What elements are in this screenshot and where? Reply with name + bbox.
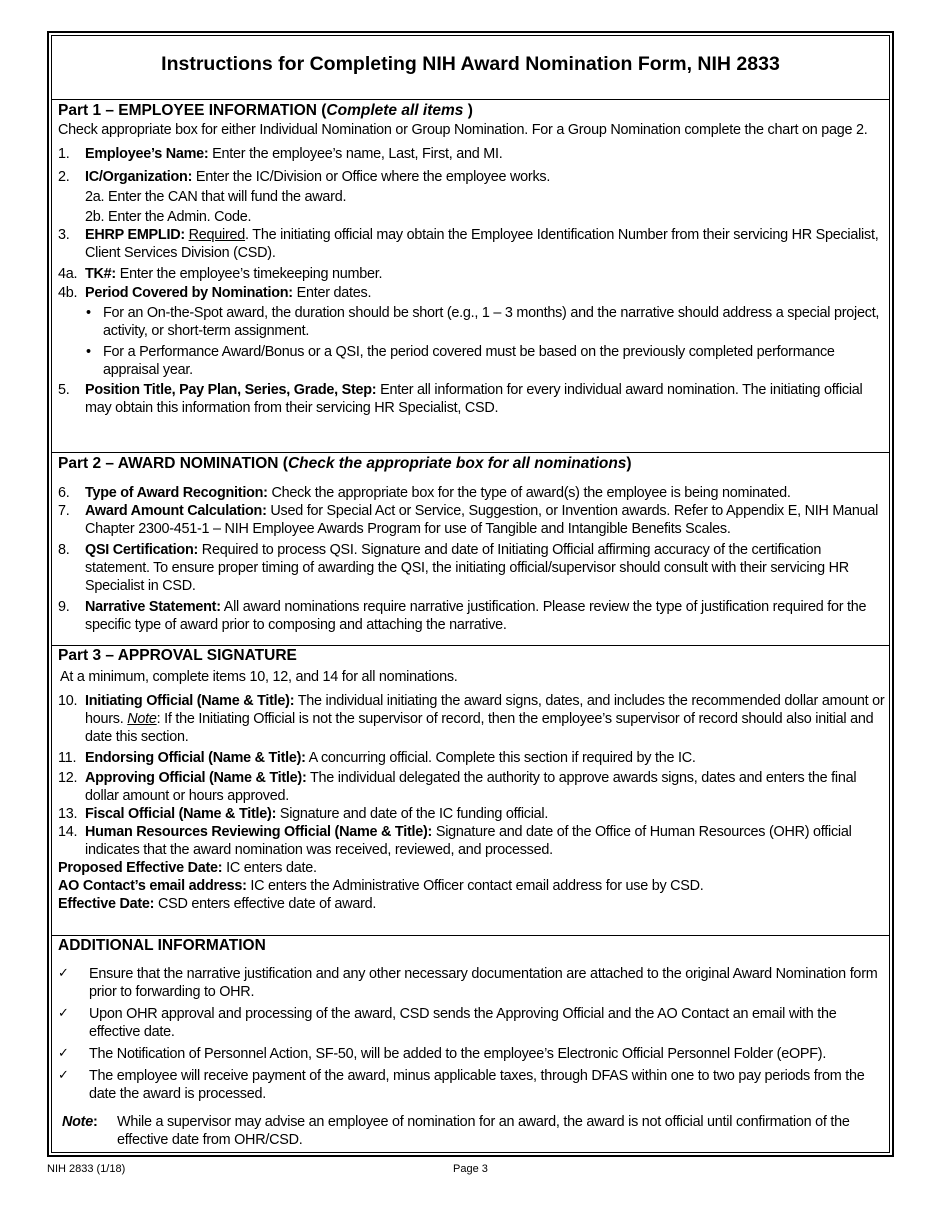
checkmark-icon: ✓ [58, 966, 69, 981]
sub-item-2b: 2b. Enter the Admin. Code. [85, 209, 252, 225]
extra-line [58, 859, 885, 877]
item-text: Signature and date of the IC funding official. [276, 806, 549, 822]
sub-item-2a: 2a. Enter the CAN that will fund the award. [85, 189, 347, 205]
list-item [58, 502, 885, 538]
footer-form-id: NIH 2833 (1/18) [47, 1163, 126, 1175]
item-text: Enter dates. [292, 285, 372, 301]
part3-section [52, 646, 889, 936]
form-frame [47, 31, 894, 1157]
part2-section [52, 454, 889, 646]
item-text: The individual initiating the award signs, dates, and includes the recommended dollar amount or hours. [85, 693, 885, 727]
part1-heading-em: Complete all items [326, 102, 464, 119]
item-text: A concurring official. Complete this section if required by the IC. [305, 750, 696, 766]
item-text: Check the appropriate box for the type of award(s) the employee is being nominated. [267, 485, 791, 501]
list-item [58, 145, 885, 163]
item-label: Initiating Official (Name & Title): [85, 693, 295, 709]
bullet-text: For an On-the-Spot award, the duration should be short (e.g., 1 – 3 months) and the narrative should address a special project, activity, or short-term assignment. [103, 305, 880, 339]
note-colon: : [92, 1114, 98, 1130]
note-inline: Note [127, 711, 157, 727]
item-text: Signature and date of the Office of Human Resources (OHR) official indicates that the award nomination was received, reviewed, and processed. [85, 824, 852, 858]
part2-heading-end: ) [626, 455, 632, 472]
bullet-item [58, 343, 885, 379]
list-item [58, 381, 885, 417]
item-number: 13. [58, 806, 78, 822]
part2-heading-em: Check the appropriate box for all nominations [287, 455, 627, 472]
check-item [58, 965, 885, 1001]
extra-line [58, 895, 885, 913]
part3-intro: At a minimum, complete items 10, 12, and 14 for all nominations. [60, 669, 458, 685]
item-number: 10. [58, 693, 78, 709]
item-label: Approving Official (Name & Title): [85, 770, 307, 786]
part2-heading-text: Part 2 – AWARD NOMINATION ( [58, 455, 288, 472]
note-block [58, 1113, 885, 1149]
bullet-icon: • [86, 305, 91, 321]
item-text: Enter the employee’s timekeeping number. [115, 266, 383, 282]
required-underline: Required [188, 227, 246, 243]
extra-text: CSD enters effective date of award. [154, 896, 377, 912]
item-text: Required to process QSI. Signature and date of Initiating Official affirming accuracy of the certification statement. To ensure proper timing of awarding the QSI, the initiating official/supervisor should consult with their servicing HR Specialist in CSD. [85, 542, 849, 594]
additional-heading: ADDITIONAL INFORMATION [58, 937, 266, 954]
check-item [58, 1005, 885, 1041]
list-item [58, 749, 885, 767]
extra-label: AO Contact’s email address: [58, 878, 247, 894]
list-item [58, 598, 885, 634]
part1-intro: Check appropriate box for either Individual Nomination or Group Nomination. For a Group Nomination complete the chart on page 2. [58, 122, 868, 138]
item-label: Fiscal Official (Name & Title): [85, 806, 277, 822]
item-label: Type of Award Recognition: [85, 485, 268, 501]
check-text: The employee will receive payment of the award, minus applicable taxes, through DFAS within one to two pay periods from the date the award is processed. [89, 1068, 865, 1102]
footer-page-number: Page 3 [453, 1163, 488, 1175]
item-number: 7. [58, 503, 70, 519]
item-text: Enter the IC/Division or Office where the employee works. [192, 169, 551, 185]
extra-label: Effective Date: [58, 896, 155, 912]
item-text: Used for Special Act or Service, Suggestion, or Invention awards. Refer to Appendix E, NIH Manual Chapter 2300-451-1 – NIH Employee Awards Program for use of Tangible and Intangible Benefits Scales. [85, 503, 879, 537]
item-label: TK#: [85, 266, 116, 282]
check-item [58, 1067, 885, 1103]
item-number: 12. [58, 770, 78, 786]
item-label: Position Title, Pay Plan, Series, Grade, Step: [85, 382, 377, 398]
list-item [58, 769, 885, 805]
item-number: 2. [58, 169, 70, 185]
item-number: 4b. [58, 285, 78, 301]
list-item [58, 541, 885, 595]
list-item [58, 484, 885, 502]
list-item [58, 805, 885, 823]
list-item [58, 226, 885, 262]
item-number: 9. [58, 599, 70, 615]
item-number: 14. [58, 824, 78, 840]
item-number: 8. [58, 542, 70, 558]
additional-section [52, 936, 889, 1149]
list-item [58, 168, 885, 186]
page-title: Instructions for Completing NIH Award Nomination Form, NIH 2833 [161, 53, 780, 75]
checkmark-icon: ✓ [58, 1046, 69, 1061]
item-number: 3. [58, 227, 70, 243]
checkmark-icon: ✓ [58, 1006, 69, 1021]
item-text: . The initiating official may obtain the Employee Identification Number from their servicing HR Specialist, Client Services Division (CSD). [85, 227, 879, 261]
extra-text: IC enters date. [222, 860, 317, 876]
list-item [58, 823, 885, 859]
item-label: Period Covered by Nomination: [85, 285, 293, 301]
item-text: The individual delegated the authority to approve awards signs, dates and enters the final dollar amount or hours approved. [85, 770, 857, 804]
item-label: Award Amount Calculation: [85, 503, 267, 519]
part2-heading [58, 454, 885, 474]
item-label: IC/Organization: [85, 169, 193, 185]
check-text: Ensure that the narrative justification and any other necessary documentation are attached to the original Award Nomination form prior to forwarding to OHR. [89, 966, 878, 1000]
item-label: Endorsing Official (Name & Title): [85, 750, 306, 766]
item-text: Enter all information for every individual award nomination. The initiating official may obtain this information from their servicing HR Specialist, CSD. [85, 382, 863, 416]
item-number: 11. [58, 750, 77, 766]
bullet-item [58, 304, 885, 340]
part1-heading-text: Part 1 – EMPLOYEE INFORMATION ( [58, 102, 327, 119]
note-label-text: Note [62, 1114, 93, 1130]
extra-text: IC enters the Administrative Officer contact email address for use by CSD. [246, 878, 704, 894]
item-number: 6. [58, 485, 70, 501]
extra-line [58, 877, 885, 895]
check-text: The Notification of Personnel Action, SF-50, will be added to the employee’s Electronic Official Personnel Folder (eOPF). [89, 1046, 827, 1062]
list-item [58, 284, 885, 302]
note-label [62, 1113, 98, 1131]
item-number: 4a. [58, 266, 78, 282]
item-number: 5. [58, 382, 70, 398]
checkmark-icon: ✓ [58, 1068, 69, 1083]
bullet-text: For a Performance Award/Bonus or a QSI, the period covered must be based on the previously completed performance appraisal year. [103, 344, 835, 378]
item-label: Narrative Statement: [85, 599, 221, 615]
bullet-icon: • [86, 344, 91, 360]
check-item [58, 1045, 885, 1063]
part1-section [52, 101, 889, 453]
list-item [58, 692, 885, 746]
item-label: QSI Certification: [85, 542, 199, 558]
item-text: : If the Initiating Official is not the supervisor of record, then the employee’s supervisor of record should also initial and date this section. [85, 711, 874, 745]
item-number: 1. [58, 146, 70, 162]
item-label: EHRP EMPLID: [85, 227, 185, 243]
part3-heading: Part 3 – APPROVAL SIGNATURE [58, 647, 297, 664]
part1-heading-end: ) [463, 102, 473, 119]
item-label: Human Resources Reviewing Official (Name & Title): [85, 824, 433, 840]
note-text: While a supervisor may advise an employee of nomination for an award, the award is not official until confirmation of the effective date from OHR/CSD. [117, 1114, 850, 1148]
part1-heading [58, 101, 885, 121]
item-label: Employee’s Name: [85, 146, 209, 162]
title-box [52, 36, 889, 100]
extra-label: Proposed Effective Date: [58, 860, 223, 876]
check-text: Upon OHR approval and processing of the award, CSD sends the Approving Official and the AO Contact an email with the effective date. [89, 1006, 837, 1040]
form-inner [51, 35, 890, 1153]
list-item [58, 265, 885, 283]
item-text: Enter the employee’s name, Last, First, and MI. [208, 146, 503, 162]
item-text: All award nominations require narrative justification. Please review the type of justification required for the specific type of award prior to composing and attaching the narrative. [85, 599, 867, 633]
